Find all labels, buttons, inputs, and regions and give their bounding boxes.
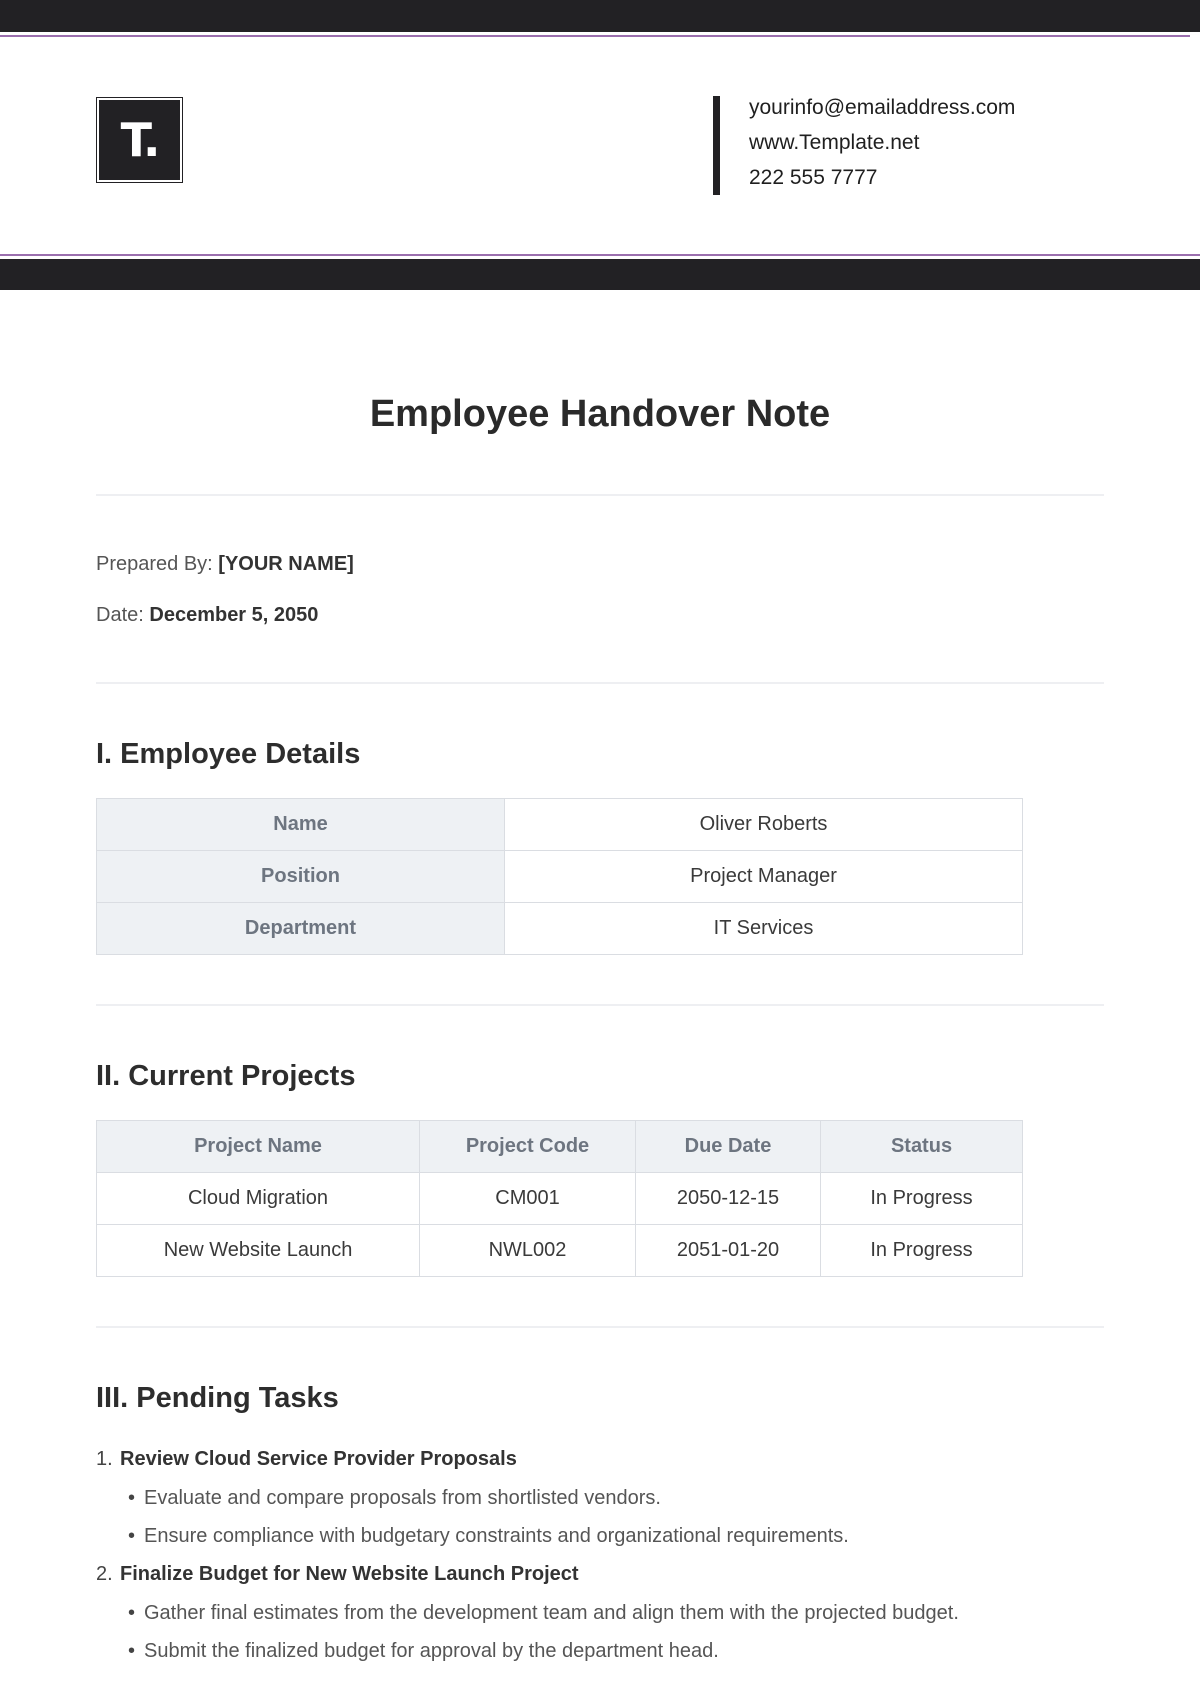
bullet-text: • Ensure compliance with budgetary constraints and organizational requirements. bbox=[144, 1525, 849, 1547]
column-header: Project Name bbox=[97, 1121, 420, 1173]
header-accent-line-bottom bbox=[0, 254, 1200, 256]
contact-divider bbox=[713, 96, 720, 195]
list-number: 1. bbox=[96, 1448, 113, 1470]
list-item bbox=[96, 1440, 1096, 1479]
contact-email[interactable]: yourinfo@emailaddress.com bbox=[749, 96, 1016, 119]
column-header: Status bbox=[821, 1121, 1023, 1173]
table-label-cell: Position bbox=[97, 851, 505, 903]
table-row bbox=[97, 799, 1023, 851]
contact-info bbox=[749, 90, 1015, 195]
table-header-row bbox=[97, 1121, 1023, 1173]
table-label-cell: Name bbox=[97, 799, 505, 851]
table-cell: CM001 bbox=[420, 1173, 636, 1225]
column-header: Project Code bbox=[420, 1121, 636, 1173]
table-row bbox=[97, 851, 1023, 903]
contact-website[interactable]: www.Template.net bbox=[749, 131, 920, 154]
section-heading-pending-tasks: III. Pending Tasks bbox=[96, 1382, 339, 1414]
table-cell: 2051-01-20 bbox=[636, 1225, 821, 1277]
table-cell: New Website Launch bbox=[97, 1225, 420, 1277]
task-title: Review Cloud Service Provider Proposals bbox=[120, 1448, 517, 1470]
current-projects-table bbox=[96, 1120, 1023, 1277]
list-number: 2. bbox=[96, 1563, 113, 1585]
task-title: Finalize Budget for New Website Launch Project bbox=[120, 1563, 579, 1585]
bullet-text: • Evaluate and compare proposals from shortlisted vendors. bbox=[144, 1487, 661, 1509]
document-title: Employee Handover Note bbox=[369, 393, 831, 435]
prepared-by-value: [YOUR NAME] bbox=[218, 553, 354, 575]
divider bbox=[96, 494, 1104, 496]
table-label-cell: Department bbox=[97, 903, 505, 955]
employee-details-table bbox=[96, 798, 1023, 955]
contact-phone: 222 555 7777 bbox=[749, 166, 878, 189]
table-cell: Cloud Migration bbox=[97, 1173, 420, 1225]
date-label: Date: bbox=[96, 604, 144, 626]
table-value-cell: Oliver Roberts bbox=[505, 799, 1023, 851]
bullet-text: • Submit the finalized budget for approval by the department head. bbox=[144, 1640, 719, 1662]
column-header: Due Date bbox=[636, 1121, 821, 1173]
table-value-cell: IT Services bbox=[505, 903, 1023, 955]
list-bullet bbox=[96, 1517, 1096, 1555]
table-row bbox=[97, 903, 1023, 955]
pending-tasks-list bbox=[96, 1440, 1096, 1670]
prepared-by bbox=[96, 553, 354, 576]
list-item bbox=[96, 1555, 1096, 1594]
date-value: December 5, 2050 bbox=[149, 604, 319, 626]
header-accent-line-top bbox=[0, 35, 1190, 37]
logo-text: T. bbox=[120, 113, 159, 167]
table-row bbox=[97, 1225, 1023, 1277]
document-date bbox=[96, 604, 318, 627]
section-heading-current-projects: II. Current Projects bbox=[96, 1060, 356, 1092]
table-cell: NWL002 bbox=[420, 1225, 636, 1277]
divider bbox=[96, 682, 1104, 684]
list-bullet bbox=[96, 1479, 1096, 1517]
table-row bbox=[97, 1173, 1023, 1225]
list-bullet bbox=[96, 1594, 1096, 1632]
table-cell: 2050-12-15 bbox=[636, 1173, 821, 1225]
divider bbox=[96, 1004, 1104, 1006]
bullet-text: • Gather final estimates from the development team and align them with the projected budget. bbox=[144, 1602, 959, 1624]
table-value-cell: Project Manager bbox=[505, 851, 1023, 903]
header-top-band bbox=[0, 0, 1200, 32]
table-cell: In Progress bbox=[821, 1225, 1023, 1277]
header-bottom-band bbox=[0, 259, 1200, 290]
section-heading-employee-details: I. Employee Details bbox=[96, 738, 361, 770]
divider bbox=[96, 1326, 1104, 1328]
prepared-by-label: Prepared By: bbox=[96, 553, 213, 575]
company-logo bbox=[97, 98, 182, 182]
list-bullet bbox=[96, 1632, 1096, 1670]
table-cell: In Progress bbox=[821, 1173, 1023, 1225]
